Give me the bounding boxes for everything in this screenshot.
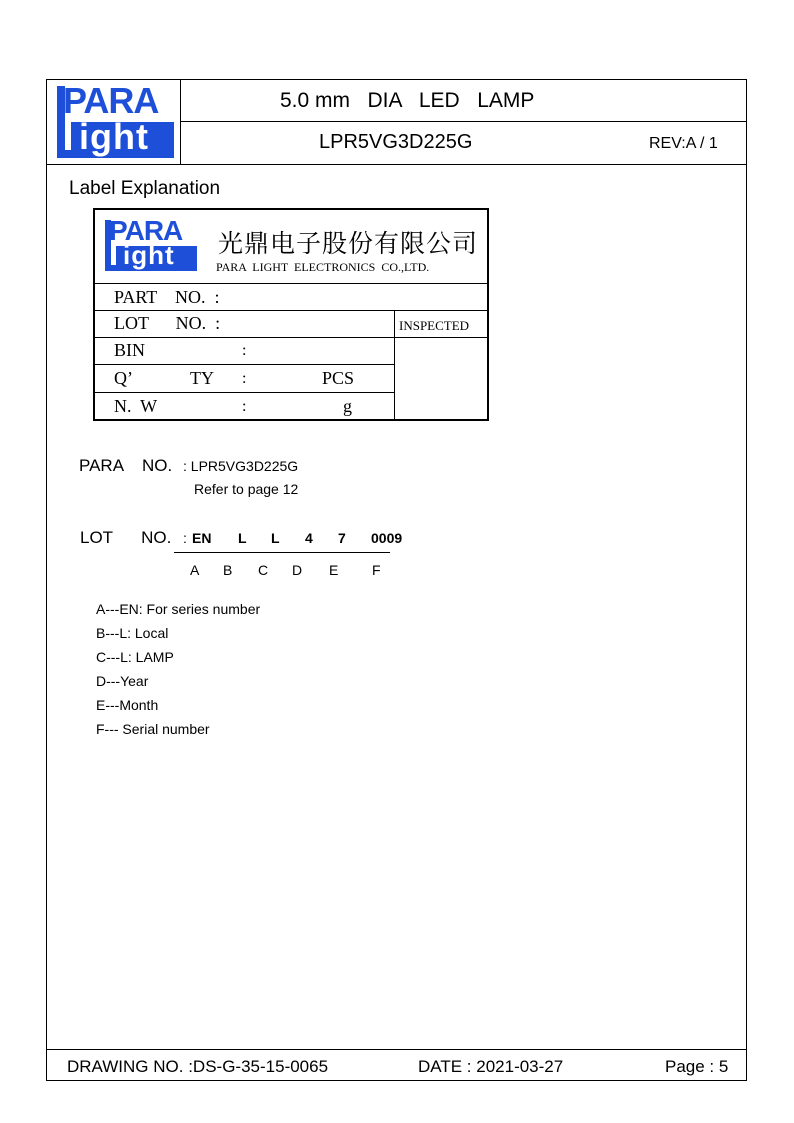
- label-row-line-2: [95, 310, 487, 311]
- label-row-line-4: [95, 364, 394, 365]
- lot-code-f: 0009: [371, 530, 403, 546]
- footer-divider: [46, 1049, 747, 1050]
- label-bin: BIN: [114, 340, 145, 360]
- para-light-logo: [57, 80, 174, 158]
- footer-page: Page : 5: [665, 1057, 729, 1076]
- label-nw-unit: g: [343, 396, 352, 416]
- label-logo-initial-notch: [111, 246, 116, 265]
- lot-no-colon: :: [183, 530, 187, 546]
- lot-code-a: EN: [192, 530, 212, 546]
- lot-code-c: L: [271, 530, 280, 546]
- section-heading: Label Explanation: [69, 178, 221, 199]
- lot-code-e: 7: [338, 530, 346, 546]
- lot-letter-b: B: [223, 562, 233, 578]
- logo-initial-notch: [65, 122, 71, 150]
- lot-letter-e: E: [329, 562, 339, 578]
- legend-item: D---Year: [96, 673, 149, 689]
- label-logo-ight-text: ight: [123, 240, 175, 270]
- label-row-line-5: [95, 392, 394, 393]
- para-no-label: PARA NO.: [79, 456, 173, 475]
- lot-letter-f: F: [372, 562, 381, 578]
- label-qty-unit: PCS: [322, 368, 355, 388]
- label-logo: [105, 215, 197, 271]
- lot-no-label: LOT NO.: [80, 528, 172, 547]
- label-row-line-1: [95, 283, 487, 284]
- lot-letter-d: D: [292, 562, 303, 578]
- header-logo-divider: [180, 79, 181, 164]
- label-qty-colon: :: [242, 370, 247, 387]
- label-bin-colon: :: [242, 342, 247, 359]
- label-inspected: INSPECTED: [399, 318, 470, 333]
- label-qty-q: Q’: [114, 368, 133, 388]
- legend-item: C---L: LAMP: [96, 649, 174, 665]
- logo-ight-text: ight: [79, 116, 149, 157]
- label-inspected-divider: [394, 310, 395, 419]
- footer-date: DATE : 2021-03-27: [418, 1057, 564, 1076]
- lot-letter-a: A: [190, 562, 200, 578]
- label-part-no: PART NO. :: [114, 287, 220, 307]
- label-logo-para-text: PARA: [109, 215, 183, 246]
- legend-item: B---L: Local: [96, 625, 169, 641]
- product-title: 5.0 mm DIA LED LAMP: [280, 89, 535, 112]
- label-nw-colon: :: [242, 398, 247, 415]
- lot-letter-c: C: [258, 562, 269, 578]
- label-qty-ty: TY: [190, 368, 214, 388]
- lot-code-d: 4: [305, 530, 313, 546]
- label-company-en: PARA LIGHT ELECTRONICS CO.,LTD.: [216, 260, 430, 274]
- header-mid-divider: [180, 121, 747, 122]
- para-no-value: : LPR5VG3D225G: [183, 458, 299, 474]
- para-no-note: Refer to page 12: [194, 481, 299, 497]
- revision: REV:A / 1: [649, 135, 718, 152]
- legend-item: A---EN: For series number: [96, 601, 261, 617]
- lot-code-b: L: [238, 530, 247, 546]
- label-company-cn: 光鼎电子股份有限公司: [218, 231, 479, 258]
- label-row-line-3: [95, 337, 487, 338]
- label-lot-no: LOT NO. :: [114, 313, 221, 333]
- lot-code-underline: [174, 552, 390, 553]
- logo-para-text: PARA: [63, 80, 159, 121]
- legend-item: F--- Serial number: [96, 721, 210, 737]
- label-nw: N. W: [114, 396, 158, 416]
- part-number-header: LPR5VG3D225G: [319, 131, 473, 153]
- legend-item: E---Month: [96, 697, 159, 713]
- header-bottom-divider: [46, 164, 747, 165]
- footer-drawing-no: DRAWING NO. :DS-G-35-15-0065: [67, 1057, 329, 1076]
